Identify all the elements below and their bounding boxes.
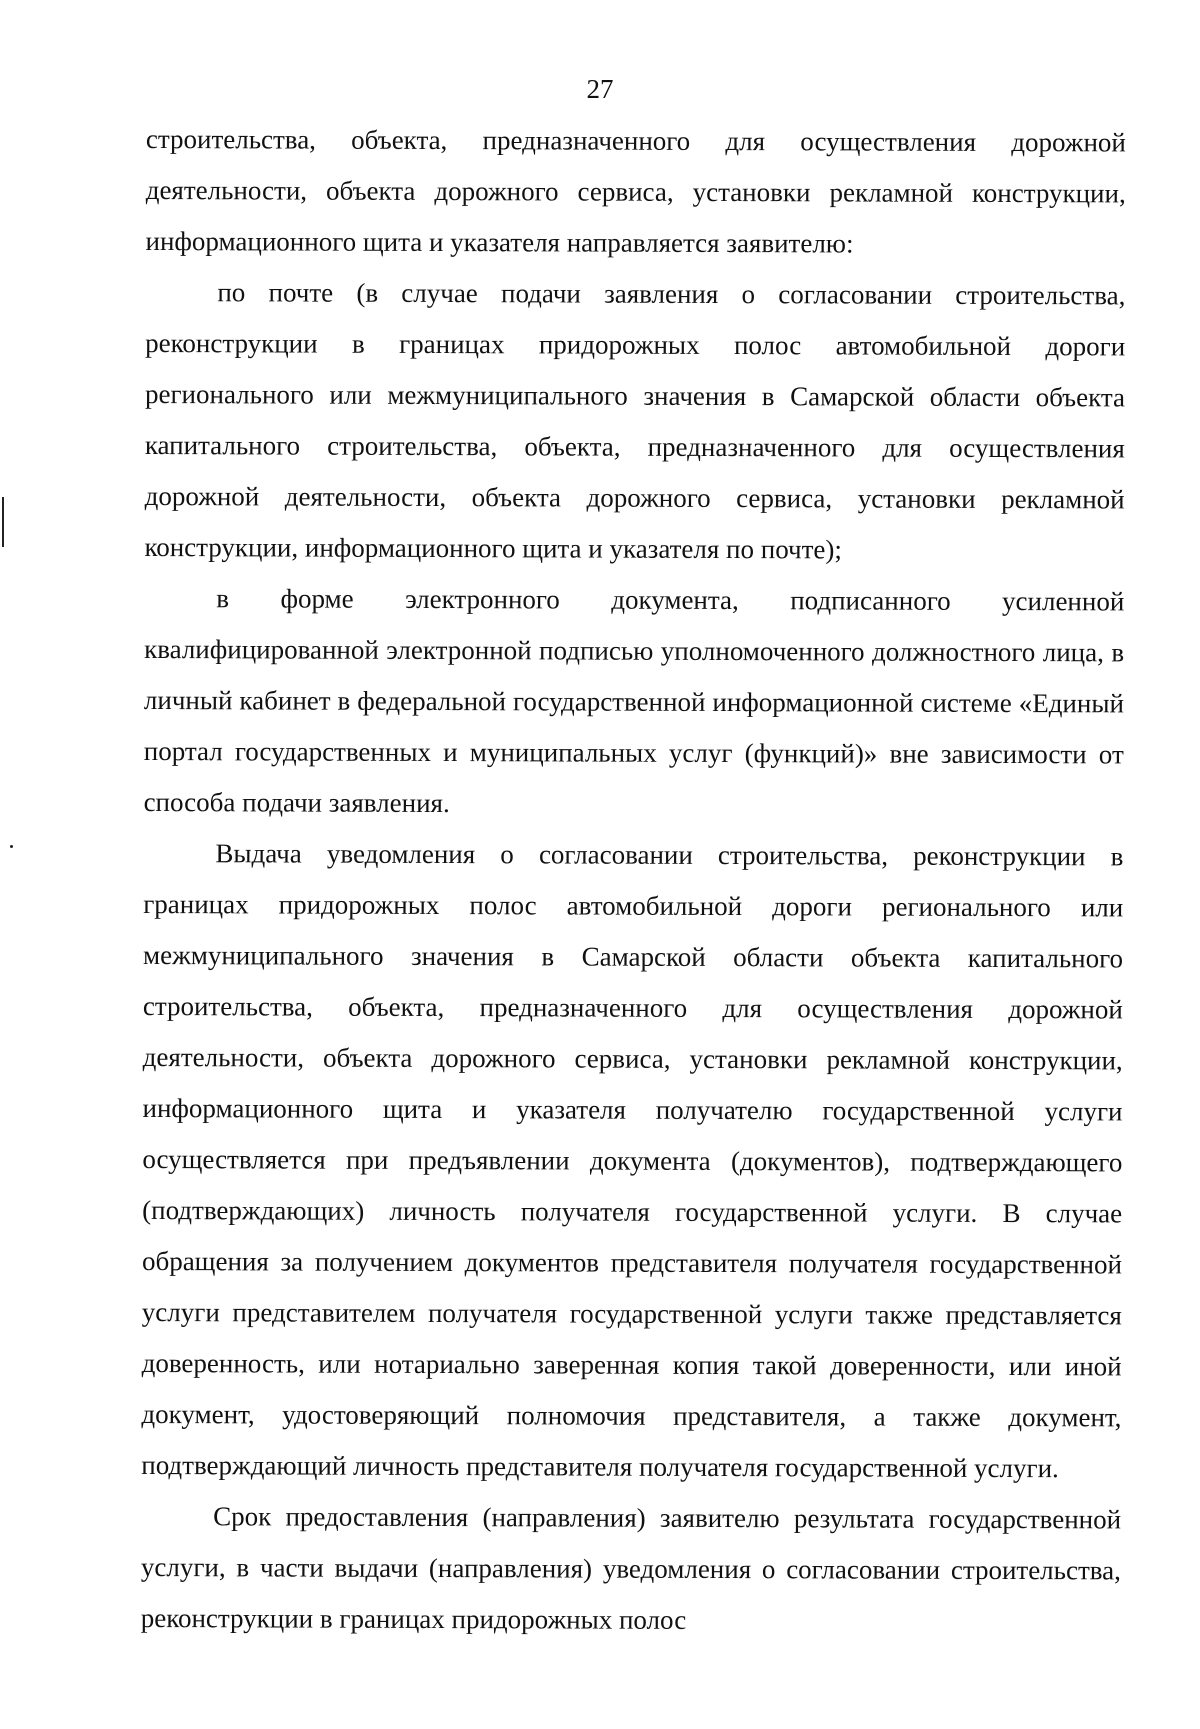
scan-artifact-line	[2, 497, 4, 547]
page-number: 27	[586, 74, 614, 104]
document-body	[141, 114, 1126, 1647]
paragraph-issuance: Выдача уведомления о согласовании строительства, реконструкции в границах придорожных полос автомобильной дороги регионального или межмуниципального значения в Самарской области объекта капитального строительства, объекта, предназначенного для осуществления дорожной деятельности, объекта дорожного сервиса, установки рекламной конструкции, информационного щита и указателя получателю государственной услуги осуществляется при предъявлении документа (документов), подтверждающего (подтверждающих) личность получателя государственной услуги. В случае обращения за получением документов представителя получателя государственной услуги представителем получателя государственной услуги также представляется доверенность, или нотариально заверенная копия такой доверенности, или иной документ, удостоверяющий полномочия представителя, а также документ, подтверждающий личность представителя получателя государственной услуги.	[141, 838, 1124, 1484]
paragraph-continuation: строительства, объекта, предназначенного для осуществления дорожной деятельности, объекта дорожного сервиса, установки рекламной конструкции, информационного щита и указателя направляется заявителю:	[145, 123, 1126, 259]
paragraph-by-mail: по почте (в случае подачи заявления о согласовании строительства, реконструкции в границах придорожных полос автомобильной дороги регионального или межмуниципального значения в Самарской области объекта капитального строительства, объекта, предназначенного для осуществления дорожной деятельности, объекта дорожного сервиса, установки рекламной конструкции, информационного щита и указателя по почте);	[144, 277, 1126, 565]
paragraph-electronic-form: в форме электронного документа, подписанного усиленной квалифицированной электронной подписью уполномоченного должностного лица, в личный кабинет в федеральной государственной информационной системе «Единый портал государственных и муниципальных услуг (функций)» вне зависимости от способа подачи заявления.	[143, 583, 1125, 819]
paragraph-term: Срок предоставления (направления) заявителю результата государственной услуги, в части выдачи (направления) уведомления о согласовании строительства, реконструкции в границах придорожных полос	[140, 1501, 1122, 1635]
scan-artifact-dot	[10, 845, 13, 848]
